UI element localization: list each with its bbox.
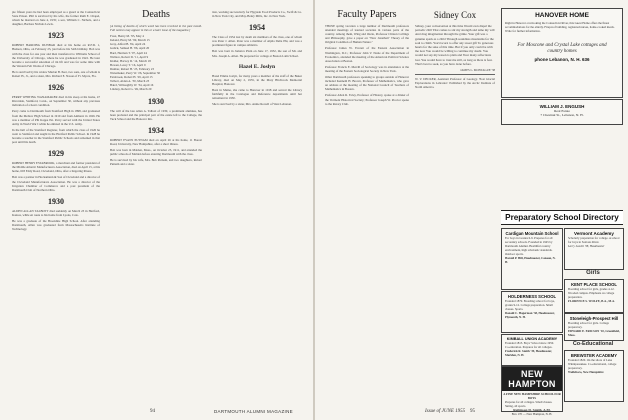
- issue-line: Issue of JUNE 1955: [425, 409, 466, 414]
- body-text: Hazel Emma Joslyn, for many years a member of the staff of the Baker Library, died on May 2, 1955, in the Mary Hitchcock Memorial Hospital, Hanover.: [212, 73, 302, 86]
- ad-name: WILLIAM J. ENGUSH: [539, 104, 585, 109]
- deaths-entry: Bard, Herman T. '07, April 24: [110, 50, 147, 55]
- kimball-union-academy-ad: [501, 334, 563, 366]
- ad-body: Founded 1813. Boys' School since 1950. Co-education. Prepares for all colleges.: [505, 341, 554, 349]
- hanover-home-ad: [501, 8, 623, 98]
- body-text: Bob was born in Jamaica Plain on June 17, 1932, the son of Mr. and Mrs. Joseph A. Allen. He prepared for college at Boston Latin School.: [212, 49, 302, 58]
- body-text: Professor Allen R. Foley, Professor of History, spoke at a dinner of the Vermont Historical Society; Professor Joseph W. Proctor spoke to the Rotary Club.: [325, 93, 409, 106]
- deaths-intro: [A listing of deaths of which word has been received in the past month. Full notices may appear in this or a later issue of the magazine.]: [110, 24, 202, 33]
- poem-text: Sidney, your conversation at this time Would own dispel the periodic chill That comes to stir my strength and tame my will And drag imagination through the grime. Your gift was a genuine spark as a child Through soundless mountains for the soul to climb. You'd scorn to offer any sweet gift To generous hearts for the sake of this time. But if you only could be with me now You would be willing to continue my doubt. You would not say my lesson is plain and Your many reflections lost. You would have to trust me still, as long as there is fear. That's best to seek, as you have done before.: [415, 24, 495, 66]
- left-column-3: [212, 10, 302, 108]
- deaths-entry: Wallace, Robert D. '11, April 9: [110, 54, 149, 59]
- body-text: ROBERT HARDING DUNBAR died at his home on R.F.D. 1, Hudson, Ohio, on February 23, just before his 54th birthday. Bob was with the class for one year and then transferred to Williams School of the University of Chicago, where he was graduated in 1922. He later became a successful salesman of tin lift and was for some time with the Western Felt Works of Chicago.: [12, 43, 100, 68]
- ad-title: KENT PLACE SCHOOL: [571, 282, 617, 287]
- ad-contact: Frederick R. Smith '39, Headmaster, Meriden, N. H.: [505, 349, 552, 357]
- left-page: [0, 0, 313, 420]
- body-text: She is survived by a sister, Mrs. Annie Rowell of West Lebanon.: [212, 102, 292, 107]
- deaths-entry: Gulick, Samuel H. '06, April 20: [110, 46, 150, 51]
- body-text: The Class of 1954 lost by death six members of the class, one of whom was Peter J. Allen. Peter was a member of Alpha Delta Phi, and was a prominent figure in campus athletics.: [212, 35, 302, 48]
- ad-body: Scholarly preparation for college. A school for boys in Saxtons River.: [568, 236, 620, 244]
- page-number: 95: [470, 409, 475, 414]
- deaths-entry: Talbott, Alden A. '30, March 23: [110, 79, 150, 84]
- cardigan-school-ad: [501, 228, 563, 290]
- body-text: Professor Francis E. Merrill of Sociology was in attendance at the meeting of the Eastern Sociological Society in New York.: [325, 64, 409, 73]
- ad-body: Founded 1820. On the shore of Lake Winnipesaukee. Co-educational, college preparatory.: [568, 358, 617, 370]
- body-text: Bob was born in Malden, Mass., on October 25, 1911, and attended the public schools of Malden before entering Dartmouth with the class.: [110, 147, 202, 157]
- ad-address: Box 170 — New Hampton, N. H.: [511, 412, 553, 416]
- coed-section-heading: Co-Educational: [572, 341, 614, 347]
- deaths-entry: Lindsay, Robert G. '49, March 29: [110, 87, 152, 92]
- ad-title: Vermont Academy: [574, 231, 614, 236]
- body-text: Bob was a partner in Hockamann & Son of Cleveland and a director of the Cleveland Manufacturers Association. He was a director of the Irrigation Chamber of Commerce and a past president of the Dartmouth Club of Northern Ohio.: [12, 175, 100, 192]
- body-text: Professor James W. Everett of the Eastern Association in Washington, D.C.; Professor John V. Neale of the Department of Economics, attended the meeting of the American Political Science Association at Boston.: [325, 46, 409, 63]
- stoneleigh-school-ad: [564, 313, 624, 341]
- left-column-1: [12, 10, 100, 233]
- ad-address: 7 Chestnut St., Lebanon, N. H.: [540, 113, 584, 117]
- deaths-entry: Estabrook, Robert H. '29, April 15: [110, 75, 153, 80]
- class-year-heading: 1930: [148, 96, 164, 106]
- ad-body: Boarding school for girls. College preparatory.: [568, 321, 609, 329]
- girls-section-heading: Girls: [586, 270, 600, 276]
- body-text: Perry came to Dartmouth from Stamford High in 1898, and graduated from the Mellow High School in 1919 and from Amherst in 1926. He was a member of Phi Kappa Psi. Perry served with the United States Army in World War I while he enlisted in the U.S. Army.: [12, 109, 100, 126]
- ad-contact: FLORENCE S. WOLFE, B.A., M.A.: [568, 299, 615, 303]
- poem-title: Sidney Cox: [433, 10, 477, 20]
- preparatory-school-directory-heading: Preparatory School Directory: [501, 210, 623, 225]
- brewster-academy-ad: [564, 350, 624, 402]
- ad-contact: Donald C. Hagerman '38, Headmaster, Plymouth, N. H.: [505, 311, 555, 319]
- real-estate-ad: [501, 99, 623, 125]
- class-year-heading: 1954: [249, 23, 265, 33]
- poem-signature: JAMES L. MONTAGUE '38: [460, 68, 495, 73]
- class-year-heading: 1926: [48, 83, 64, 93]
- ad-title: Stoneleigh-Prospect Hill: [569, 316, 619, 321]
- body-text: Born in Maine, she came to Hanover in 1918 and served the Library faithfully in the Catalogue and Reference departments until her retirement in 1950.: [212, 87, 302, 101]
- page-number: 94: [150, 409, 155, 414]
- ad-phone: phone Lebanon, N. H. 636: [534, 57, 590, 62]
- ad-contact: Wolfeboro, New Hampshire: [568, 370, 604, 374]
- body-text: He was a graduate of the Brookline High School. After attending Dartmouth, Allan was graduated from Massachusetts Institute of Technology.: [12, 219, 100, 232]
- body-text: THOSE spring vacation a large number of Dartmouth professors attended meetings of learned societies in various parts of the country. Among them, Wing and Ozzie, Professor Clinton Collings and Philosophy, gave a paper on "New Jonathan" Theory of the Original Condition of Human Nature.": [325, 24, 409, 45]
- body-text: ROBERT EVANS PUTNAM died on April 26 at his home, 11 Borest Road, University, New Hampshire, after a short illness.: [110, 137, 202, 146]
- body-text: ROBERT HENRY ESTABROOK, a merchant and former president of the Middle Atlantic Manufacturers Association, died on April 15, at his home, 603 Eddy Road, Cleveland, Ohio, after a lingering illness.: [12, 161, 100, 174]
- deaths-list: [110, 34, 202, 91]
- ad-role: Real Estate: [554, 109, 570, 113]
- body-text: He is survived by his wife, Mrs. Bob Putnam, and two daughters, Robert Putnam and a sister.: [110, 158, 202, 167]
- right-column-2: [415, 10, 495, 91]
- deaths-entry: Kidder, Harvey D. '14, March 18: [110, 58, 151, 63]
- ad-title: BREWSTER ACADEMY: [570, 353, 618, 358]
- class-year-heading: 1934: [148, 125, 164, 135]
- body-text: ple fifteen years he had been employed as a guard at the Connecticut State Prison. Phil is survived by his wife, the former Ruth E. Chapel, whom he married on June 4, 1935; a son, William C. Nichols, and a daughter, Barbara Nichols Lewis.: [12, 10, 100, 27]
- ad-body: Founded 1879. Boarding school for boys, grades 9-12. College preparation. Small classes. Sports.: [505, 299, 555, 311]
- ad-title: Cardigan Mountain School: [505, 231, 559, 236]
- ad-contact: Larry Leavitt '38, Headmaster: [568, 244, 605, 248]
- divider: [415, 74, 495, 75]
- ad-body: Right in Hanover overlooking the Connecticut River, this Guest Home offers the finest accommodations for the elderly. Fireproof building, registered nurses, home-cooked meals. Write for further information.: [505, 21, 615, 33]
- ad-contact: Harold P. Hill, Headmaster, Canaan, N. H.: [505, 256, 556, 264]
- obituary-subheading: Hazel E. Joslyn: [238, 63, 276, 70]
- deaths-entry: Gray, Alfred B. '04, April 24: [110, 42, 146, 47]
- body-text: W. V. DECKER, Assistant Professor of Geology. 'Post Glacial Explorations in Labrador.' Published by the Arctic Institute of North America.: [415, 77, 495, 90]
- body-text: He is survived by his widow Marian B. Peet, two sons, one of whom is Robert H., Jr., and a sister, Mrs. Richard E. Nason of Ft. Myers, Fla.: [12, 69, 100, 79]
- deaths-entry: Bowen, Leroy T. '16, April 9: [110, 62, 146, 67]
- kent-place-school-ad: [564, 279, 624, 313]
- body-text: ALDEN ALLAN TALBOTT died suddenly on March 23 in Hartford, Kansas, while en route to his home from Lyons, Colo.: [12, 208, 100, 217]
- body-text: Other Dartmouth professors speaking to groups outside of Hanover included Kenneth H. Brown, Professor of Mathematics, who gave an address at the meeting of the National Council of Teachers of Mathematics in Boston.: [325, 75, 409, 92]
- magazine-footer: DARTMOUTH ALUMNI MAGAZINE: [214, 409, 293, 414]
- deaths-entry: Ireland, Harry M. '99, March 15: [110, 38, 150, 43]
- ad-title: KIMBALL UNION ACADEMY: [506, 337, 558, 341]
- ad-body: Prepares for all colleges. Small classes. Skiing, all sports.: [505, 400, 553, 408]
- deaths-heading: Deaths: [142, 9, 170, 20]
- body-text: The will of the late Allen A. Talbott of 1930, a prominent alumnus, has been probated and the principal part of the estate left to the College, the Tuck School and the Hanover Inn.: [110, 108, 202, 121]
- ad-title: NEW HAMPTON: [502, 367, 562, 391]
- class-year-heading: 1923: [48, 31, 64, 41]
- class-year-heading: 1929: [48, 149, 64, 159]
- ad-title: HANOVER HOME: [535, 12, 589, 19]
- ad-tagline: A FINE NEW HAMPSHIRE SCHOOL FOR BOYS: [503, 392, 561, 400]
- right-column-1: [325, 10, 409, 108]
- ad-body: For boys in Grades 6-9. Prepares for all secondary schools. Founded in 1945 by Dartmouth Alumni. Healthful country environment, high scholastic standards. Outdoor sports.: [505, 236, 553, 256]
- class-year-heading: 1930: [48, 196, 64, 206]
- faculty-papers-heading: Faculty Papers: [337, 9, 397, 20]
- ad-title: HOLDERNESS SCHOOL: [507, 294, 557, 299]
- ad-body: Boarding school for girls, grades 4-12. Wooded campus. Emphasis on college preparation.: [568, 287, 615, 299]
- deaths-entry: Baird, Willoughby W. '34, April 16: [110, 83, 154, 88]
- vermont-academy-ad: [564, 228, 624, 270]
- ad-contact: Robinson D. Smith, A.M.: [513, 408, 551, 412]
- deaths-entry: Frost, Henry M. '95, May 4: [110, 34, 144, 39]
- body-text: PERRY WHITING WANAMAKER died in his sleep at his home, 47 Riverdale, Stamford, Conn., on September 30, without any previous indication of a heart condition.: [12, 95, 100, 108]
- left-column-2: [110, 10, 202, 168]
- ad-tagline: For Moscone and Crystal Lake cottages and country homes: [517, 43, 607, 54]
- body-text: tion, working successively for Hygrade Food Products Co., Swift & Co. in New York City, and May-Henry Mills, Inc. in New York.: [212, 10, 302, 19]
- deaths-entry: Dunbar, Robert H. '23, February 23: [110, 66, 154, 71]
- body-text: In the hall of the Stamford Register, from which the class of 1926 he went to Stamford and taught in the Hartford Public School. In 1928 he became a teacher in the Stamford Public Schools and remained in that post until his death.: [12, 127, 100, 145]
- holderness-school-ad: [501, 291, 563, 333]
- deaths-entry: Wanamaker, Perry W. '26, September 30: [110, 71, 161, 76]
- ad-contact: EDWARD E. ERICSON '10, Greenfield, Mass.: [568, 329, 620, 337]
- new-hampton-school-ad: [501, 366, 563, 416]
